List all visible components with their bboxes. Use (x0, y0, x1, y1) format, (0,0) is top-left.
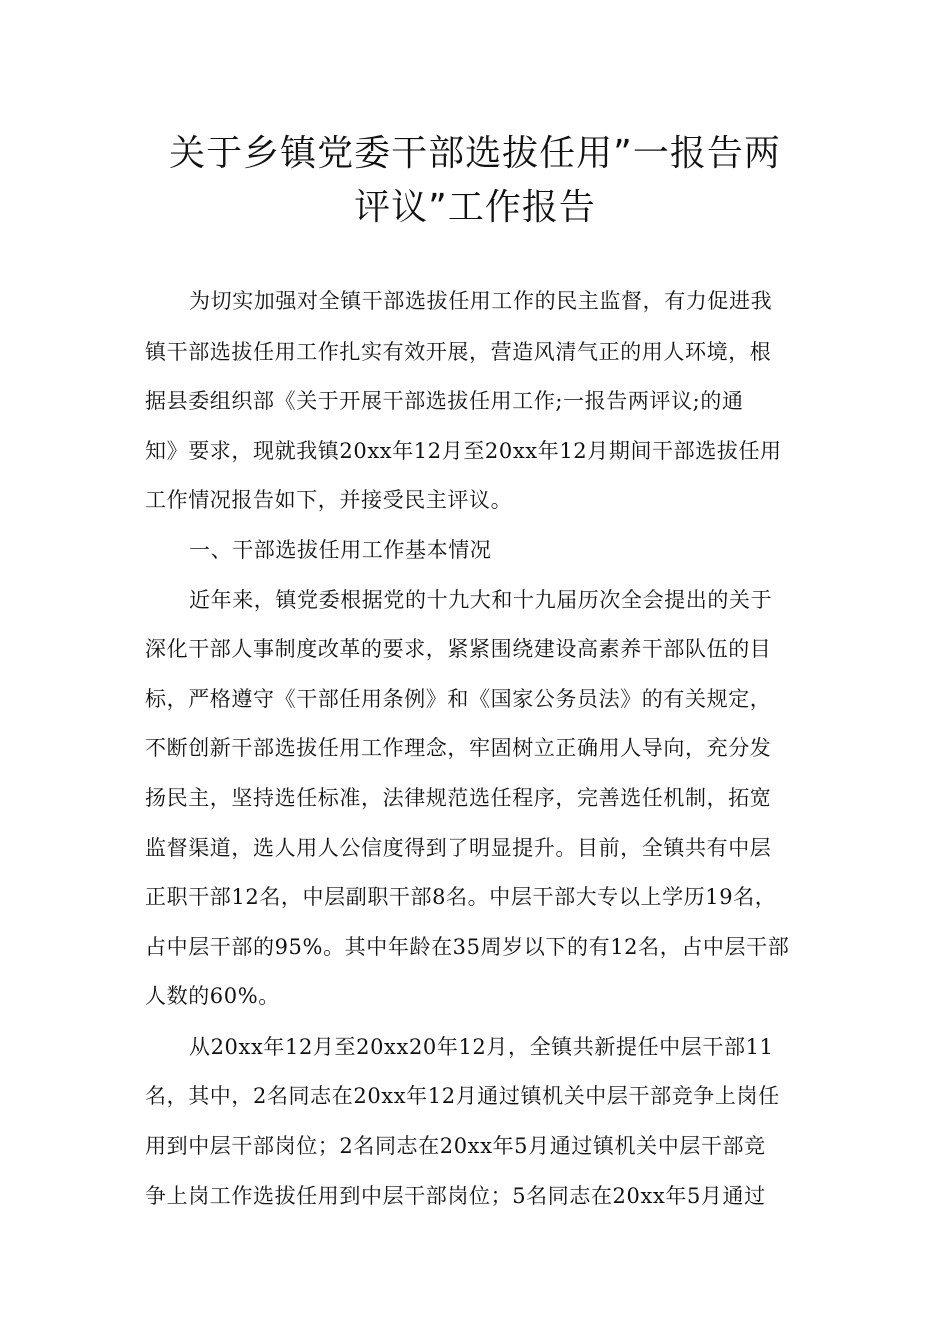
body-line: 标，严格遵守《干部任用条例》和《国家公务员法》的有关规定， (145, 687, 772, 711)
body-line: 知》要求，现就我镇20xx年12月至20xx年12月期间干部选拔任用 (145, 439, 782, 463)
body-line: 据县委组织部《关于开展干部选拔任用工作;一报告两评议;的通 (145, 389, 744, 413)
body-line: 争上岗工作选拔任用到中层干部岗位；5名同志在20xx年5月通过 (145, 1184, 766, 1208)
document-title-line-1: 关于乡镇党委干部选拔任用”一报告两 (169, 133, 781, 174)
body-line: 正职干部12名，中层副职干部8名。中层干部大专以上学历19名， (145, 885, 777, 909)
body-line: 人数的60%。 (145, 984, 280, 1008)
body-line: 从20xx年12月至20xx20年12月，全镇共新提任中层干部11 (189, 1035, 774, 1059)
body-line: 扬民主，坚持选任标准，法律规范选任程序，完善选任机制，拓宽 (145, 786, 772, 810)
body-line: 占中层干部的95%。其中年龄在35周岁以下的有12名，占中层干部 (145, 935, 790, 959)
document-title-line-2: 评议”工作报告 (354, 187, 596, 228)
section-heading: 一、干部选拔任用工作基本情况 (189, 538, 492, 562)
body-line: 深化干部人事制度改革的要求，紧紧围绕建设高素养干部队伍的目 (145, 637, 772, 661)
body-line: 名，其中，2名同志在20xx年12月通过镇机关中层干部竞争上岗任 (145, 1084, 780, 1108)
body-line: 不断创新干部选拔任用工作理念，牢固树立正确用人导向，充分发 (145, 736, 772, 760)
body-line: 镇干部选拔任用工作扎实有效开展，营造风清气正的用人环境，根 (145, 340, 772, 364)
body-line: 监督渠道，选人用人公信度得到了明显提升。目前，全镇共有中层 (145, 836, 772, 860)
body-line: 工作情况报告如下，并接受民主评议。 (145, 488, 513, 512)
body-line: 用到中层干部岗位；2名同志在20xx年5月通过镇机关中层干部竞 (145, 1134, 766, 1158)
body-line: 近年来，镇党委根据党的十九大和十九届历次全会提出的关于 (189, 588, 773, 612)
body-line: 为切实加强对全镇干部选拔任用工作的民主监督，有力促进我 (189, 289, 773, 313)
